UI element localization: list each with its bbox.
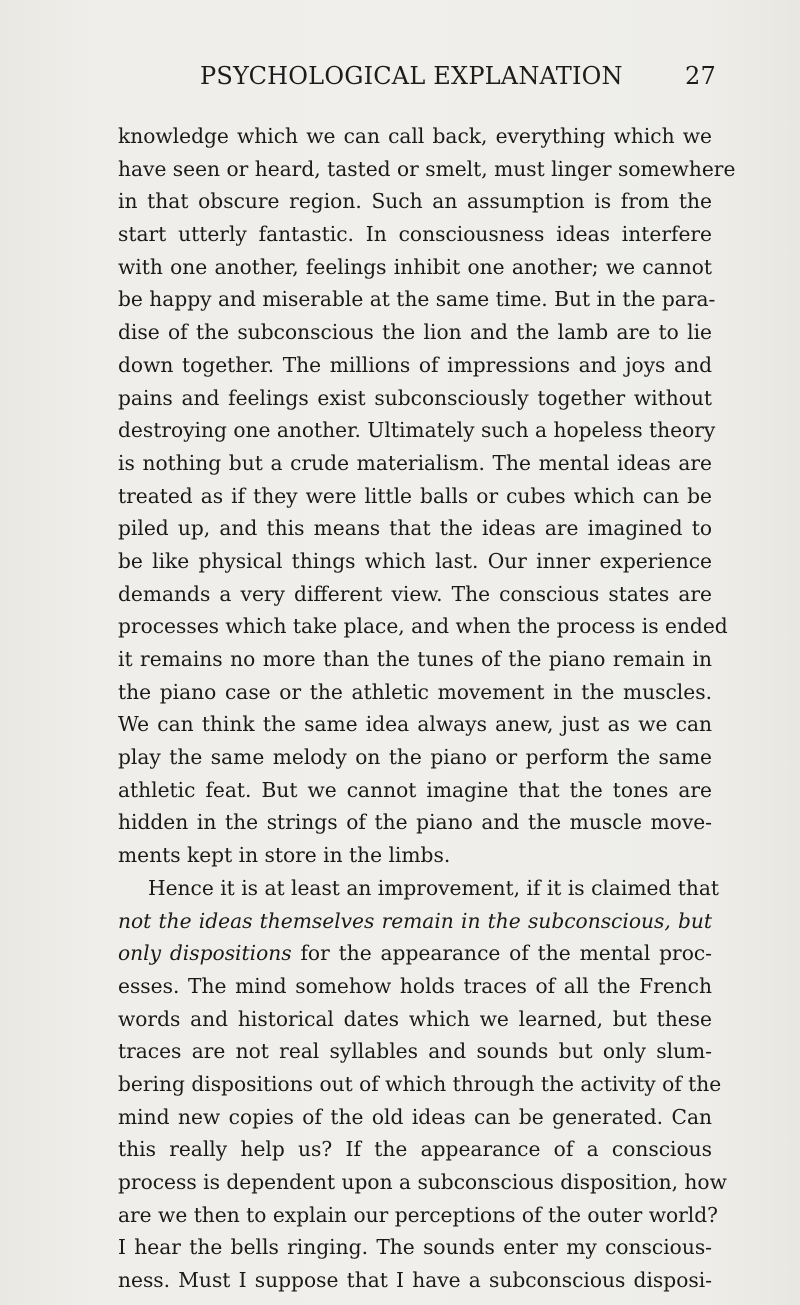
text-line: Hence it is at least an improvement, if it is claimed that [148, 875, 720, 900]
text-line: dise of the subconscious the lion and the lamb are to lie [118, 320, 712, 345]
running-title: PSYCHOLOGICAL EXPLANATION [200, 62, 623, 90]
text-line: are we then to explain our perceptions of the outer world? [118, 1202, 718, 1227]
mixed-text-line [118, 937, 712, 970]
page-number: 27 [685, 62, 716, 90]
text-line: be like physical things which last. Our inner experience [118, 548, 712, 573]
text-line: in that obscure region. Such an assumption is from the [118, 189, 712, 214]
text-segment: for the appearance of the mental proc- [291, 941, 712, 966]
text-line: with one another, feelings inhibit one another; we cannot [118, 254, 712, 279]
text-line: I hear the bells ringing. The sounds enter my conscious- [118, 1235, 712, 1260]
text-line: mind new copies of the old ideas can be generated. Can [118, 1104, 712, 1129]
text-line: play the same melody on the piano or perform the same [118, 745, 712, 770]
text-line: it remains no more than the tunes of the piano remain in [118, 647, 712, 671]
text-line: process is dependent upon a subconscious disposition, how [118, 1170, 727, 1194]
running-head [118, 62, 716, 96]
text-line: treated as if they were little balls or cubes which can be [118, 483, 712, 508]
text-line: processes which take place, and when the process is ended [118, 614, 728, 639]
text-line: We can think the same idea always anew, just as we can [118, 712, 712, 737]
text-line: this really help us? If the appearance of a conscious [118, 1137, 712, 1162]
text-line: hidden in the strings of the piano and the muscle move- [118, 810, 712, 835]
text-line: piled up, and this means that the ideas are imagined to [118, 516, 712, 541]
italic-phrase: only dispositions [118, 941, 292, 966]
text-line: words and historical dates which we learned, but these [118, 1006, 712, 1031]
text-line: knowledge which we can call back, everything which we [118, 124, 712, 148]
paragraph-2 [118, 872, 727, 1297]
text-line: start utterly fantastic. In consciousness ideas interfere [118, 222, 712, 247]
text-line: down together. The millions of impressions and joys and [118, 352, 712, 377]
text-line: ments kept in store in the limbs. [118, 843, 451, 868]
italic-text-line: not the ideas themselves remain in the subconscious, but [118, 908, 712, 933]
text-line: traces are not real syllables and sounds but only slum- [118, 1039, 712, 1064]
text-line: destroying one another. Ultimately such a hopeless theory [118, 418, 716, 443]
text-line: athletic feat. But we cannot imagine that the tones are [118, 777, 712, 802]
text-line: ness. Must I suppose that I have a subconscious disposi- [118, 1268, 712, 1293]
text-line: demands a very different view. The conscious states are [118, 581, 712, 606]
text-line: have seen or heard, tasted or smelt, must linger somewhere [118, 156, 736, 181]
text-line: bering dispositions out of which through the activity of the [118, 1071, 722, 1096]
text-line: esses. The mind somehow holds traces of all the French [118, 973, 712, 998]
text-line: pains and feelings exist subconsciously together without [118, 385, 712, 410]
text-line: be happy and miserable at the same time. But in the para- [118, 287, 716, 312]
text-line: the piano case or the athletic movement in the muscles. [118, 679, 712, 704]
paragraph-1 [118, 120, 736, 872]
body-text [118, 120, 736, 1297]
text-line: is nothing but a crude materialism. The mental ideas are [118, 450, 712, 475]
